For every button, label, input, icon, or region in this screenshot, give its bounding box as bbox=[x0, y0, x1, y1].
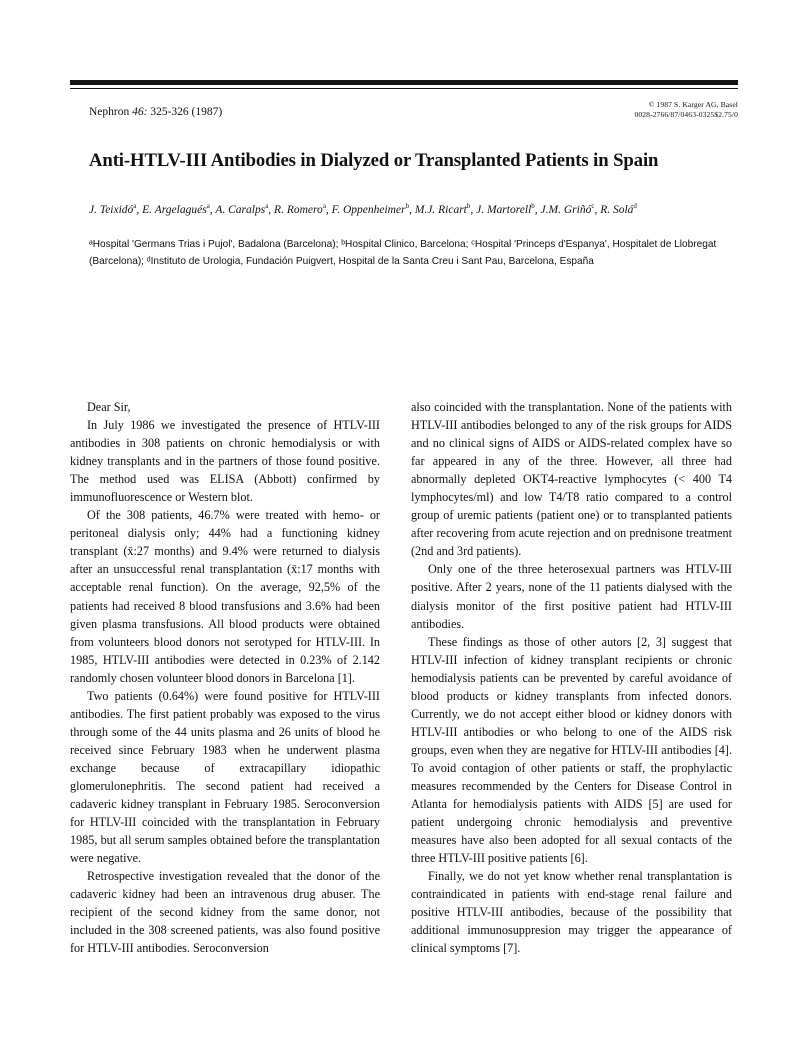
issn-line: 0028-2766/87/0463-0325$2.75/0 bbox=[634, 110, 738, 119]
author-affiliation-mark: a bbox=[206, 202, 210, 210]
copyright-line: © 1987 S. Karger AG, Basel bbox=[648, 100, 738, 109]
author-name: J. Teixidó bbox=[89, 203, 134, 216]
author-affiliation-mark: a bbox=[265, 202, 269, 210]
author-affiliation-mark: b bbox=[466, 202, 471, 210]
journal-citation bbox=[89, 106, 222, 118]
author-affiliation-mark: d bbox=[633, 202, 637, 210]
author-list: J. Teixidó$^a$, E. Argelagués$^a$, A. Caralps$^a$, R. Romero$^a$, F. Oppenheimer$^b$, M.J. Ricart$^b$, J. Martorell$^b$, J.M. Griñó$^c$, R. Solá$^d$ bbox=[89, 202, 637, 216]
author-name: E. Argelagués bbox=[142, 203, 207, 216]
paragraph: These findings as those of other autors [2, 3] suggest that HTLV-III infection of kidney transplant recipients or chronic hemodialysis patients can be prevented by careful avoidance of blood products or kidney transplants from infected donors. Currently, we do not accept either blood or kidney donors with HTLV-III antibodies or who belong to one of the AIDS risk groups, even when they are negative for HTLV-III antibodies [4]. To avoid contagion of other patients or staff, the prophylactic measures recommended by the Centers for Disease Control in Atlanta for hemodialysis patients with AIDS [5] are used for patient undergoing chronic hemodialysis and preventive measures have also been adopted for all sexual contacts of the three HTLV-III positive patients [6]. bbox=[411, 634, 732, 866]
header-rule-thin bbox=[70, 88, 738, 89]
author-name: F. Oppenheimer bbox=[331, 203, 406, 216]
paragraph: In July 1986 we investigated the presence of HTLV-III antibodies in 308 patients on chronic hemodialysis or with kidney transplants and in the partners of those found positive. The method used was ELISA (Abbott) confirmed by immunofluorescence or Western blot. bbox=[70, 418, 380, 505]
header-rule-thick bbox=[70, 80, 738, 85]
journal-name: Nephron bbox=[89, 106, 130, 118]
journal-volume: 46: bbox=[132, 106, 148, 118]
author-affiliation-mark: c bbox=[591, 202, 595, 210]
article-title: Anti-HTLV-III Antibodies in Dialyzed or Transplanted Patients in Spain bbox=[89, 150, 659, 171]
paragraph: also coincided with the transplantation. None of the patients with HTLV-III antibodies belonged to any of the risk groups for AIDS and no clinical signs of AIDS or AIDS-related complex have so far appeared in any of the three. However, all three had abnormally depleted OKT4-reactive lymphocytes (< 400 T4 lymphocytes/ml) and low T4/T8 ratio compared to a control group of uremic patients (patient one) or to transplanted patients after recovering from acute rejection and on prednisone treatment (2nd and 3rd patients). bbox=[411, 400, 732, 559]
author-name: A. Caralps bbox=[215, 203, 266, 216]
journal-pages-year: 325-326 (1987) bbox=[150, 106, 223, 118]
paragraph: Two patients (0.64%) were found positive for HTLV-III antibodies. The first patient probably was exposed to the virus through some of the 44 units plasma and 26 units of blood he received since February 1983 when he underwent plasma exchange because of extracapillary idiopathic glomerulonephritis. The second patient had received a cadaveric kidney transplant in February 1985. Seroconversion for HTLV-III coincided with the transplantation in February 1985, but all serum samples obtained before the transplantation were negative. bbox=[70, 688, 380, 866]
author-affiliation-mark: a bbox=[322, 202, 326, 210]
left-column bbox=[70, 398, 380, 957]
author-name: M.J. Ricart bbox=[414, 203, 467, 216]
author-affiliation-mark: a bbox=[133, 202, 137, 210]
salutation: Dear Sir, bbox=[87, 400, 131, 414]
author-name: J.M. Griñó bbox=[540, 203, 592, 216]
paragraph: Of the 308 patients, 46.7% were treated with hemo- or peritoneal dialysis only; 44% had a functioning kidney transplant (x̄:27 months) and 9.4% were returned to dialysis after an unsuccessful renal transplantation (x̄:17 months with acceptable renal function). On the average, 92,5% of the patients had received 8 blood transfusions and 3.6% had been given plasma transfusions. All blood products were obtained from volunteers blood donors not serotyped for HTLV-III. In 1985, HTLV-III antibodies were detected in 0.23% of 2.142 randomly chosen volunteer blood donors in Barcelona [1]. bbox=[70, 508, 380, 685]
paragraph: Only one of the three heterosexual partners was HTLV-III positive. After 2 years, none of the 11 patients dialysed with the dialysis monitor of the first positive patient had HTLV-III antibodies. bbox=[411, 562, 732, 631]
copyright-notice bbox=[634, 100, 738, 120]
author-name: J. Martorell bbox=[476, 203, 532, 216]
author-name: R. Romero bbox=[274, 203, 323, 216]
right-column bbox=[411, 398, 732, 957]
author-affiliation-mark: b bbox=[405, 202, 410, 210]
affiliations: ᵃHospital 'Germans Trias i Pujol', Badalona (Barcelona); ᵇHospital Clinico, Barcelona; ᶜHospital 'Princeps d'Espanya', Hospitalet de Llobregat (Barcelona); ᵈInstituto de Urologia, Fundación Puigvert, Hospital de la Santa Creu i Sant Pau, Barcelona, España bbox=[89, 239, 717, 267]
paragraph: Retrospective investigation revealed that the donor of the cadaveric kidney had been an intravenous drug abuser. The recipient of the second kidney from the same donor, not included in the 308 screened patients, was also found positive for HTLV-III antibodies. Seroconversion bbox=[70, 869, 380, 956]
author-affiliation-mark: b bbox=[531, 202, 535, 210]
author-name: R. Solá bbox=[600, 203, 634, 216]
paragraph: Finally, we do not yet know whether renal transplantation is contraindicated in patients with end-stage renal failure and positive HTLV-III antibodies, because of the possibility that additional immunosuppresion may trigger the appearance of clinical symptoms [7]. bbox=[411, 869, 732, 956]
